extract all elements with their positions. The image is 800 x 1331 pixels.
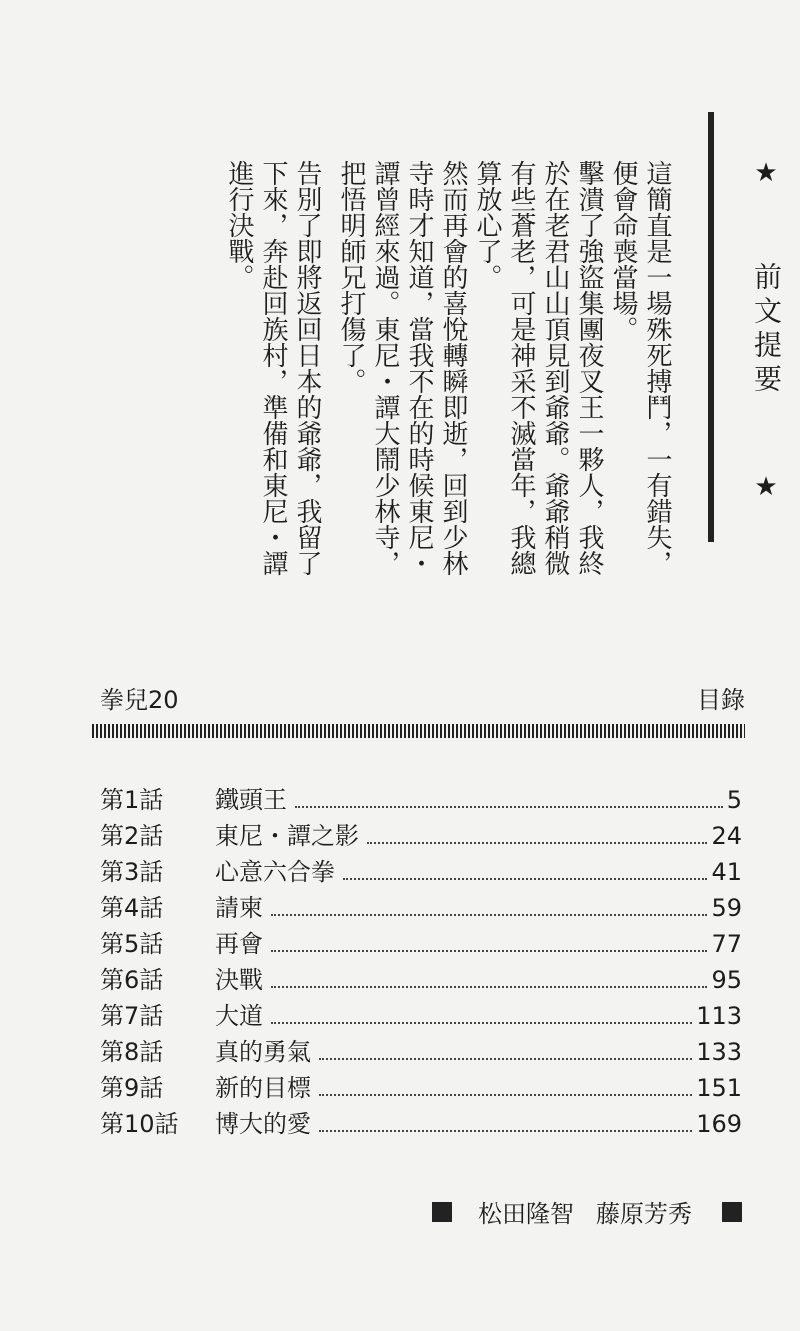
chapter-number: 第7話 [100,1002,164,1030]
toc-row[interactable] [100,816,742,852]
square-bullet-icon [432,1202,452,1222]
chapter-number: 第8話 [100,1038,164,1066]
chapter-title: 新的目標 [215,1074,311,1102]
dot-leader [319,1094,692,1096]
summary-body [222,160,674,580]
summary-paragraph: 這簡直是一場殊死搏鬥，一有錯失，便會命喪當場。 [608,160,672,576]
book-title: 拳兒20 [100,686,179,714]
summary-divider-bar [708,112,714,542]
chapter-page: 151 [696,1074,742,1102]
chapter-page: 59 [711,894,742,922]
toc-row[interactable] [100,1104,742,1140]
dot-leader [271,950,707,952]
summary-section [114,112,783,576]
chapter-page: 77 [711,930,742,958]
square-bullet-icon [722,1202,742,1222]
chapter-page: 113 [696,1002,742,1030]
chapter-title: 大道 [215,1002,263,1030]
chapter-number: 第3話 [100,858,164,886]
chapter-number: 第2話 [100,822,164,850]
dot-leader [367,842,707,844]
chapter-title: 鐵頭王 [215,786,287,814]
chapter-title: 博大的愛 [215,1110,311,1138]
chapter-title: 決戰 [215,966,263,994]
toc-row[interactable] [100,1068,742,1104]
author-name: 松田隆智 [478,1200,574,1228]
chapter-page: 95 [711,966,742,994]
dot-leader [271,914,707,916]
chapter-title: 真的勇氣 [215,1038,311,1066]
chapter-page: 24 [711,822,742,850]
dot-leader [319,1058,692,1060]
dot-leader [295,806,723,808]
chapter-page: 41 [711,858,742,886]
chapter-number: 第5話 [100,930,164,958]
star-icon: ★ [754,472,778,502]
summary-paragraph: 然而再會的喜悅轉瞬即逝，回到少林寺時才知道，當我不在的時候東尼・譚曾經來過。東尼・譚大鬧少林寺，把悟明師兄打傷了。 [336,160,468,576]
toc-row[interactable] [100,780,742,816]
toc-row[interactable] [100,924,742,960]
dot-leader [343,878,707,880]
chapter-title: 請柬 [215,894,263,922]
toc-title: 目錄 [697,686,745,714]
toc-row[interactable] [100,996,742,1032]
chapter-page: 169 [696,1110,742,1138]
toc-row[interactable] [100,1032,742,1068]
chapter-number: 第6話 [100,966,164,994]
toc-row[interactable] [100,852,742,888]
authors-line [432,1194,742,1229]
chapter-title: 再會 [215,930,263,958]
toc-divider [92,724,745,738]
toc-row[interactable] [100,960,742,996]
summary-paragraph: 擊潰了強盜集團夜叉王一夥人，我終於在老君山山頂見到爺爺。爺爺稍微有些蒼老，可是神采不滅當年，我總算放心了。 [472,160,604,576]
toc-list [100,780,742,1140]
chapter-page: 5 [726,786,742,814]
chapter-number: 第4話 [100,894,164,922]
dot-leader [271,986,707,988]
chapter-number: 第9話 [100,1074,164,1102]
chapter-title: 心意六合拳 [215,858,335,886]
chapter-number: 第10話 [100,1110,179,1138]
summary-heading-text: 前文提要 [750,262,783,398]
toc-header [100,680,745,720]
chapter-page: 133 [696,1038,742,1066]
chapter-number: 第1話 [100,786,164,814]
summary-heading [748,160,784,500]
summary-paragraph: 告別了即將返回日本的爺爺，我留了下來，奔赴回族村，準備和東尼・譚進行決戰。 [224,160,322,576]
star-icon: ★ [754,158,778,188]
dot-leader [319,1130,692,1132]
chapter-title: 東尼・譚之影 [215,822,359,850]
dot-leader [271,1022,692,1024]
author-name: 藤原芳秀 [596,1200,692,1228]
toc-row[interactable] [100,888,742,924]
